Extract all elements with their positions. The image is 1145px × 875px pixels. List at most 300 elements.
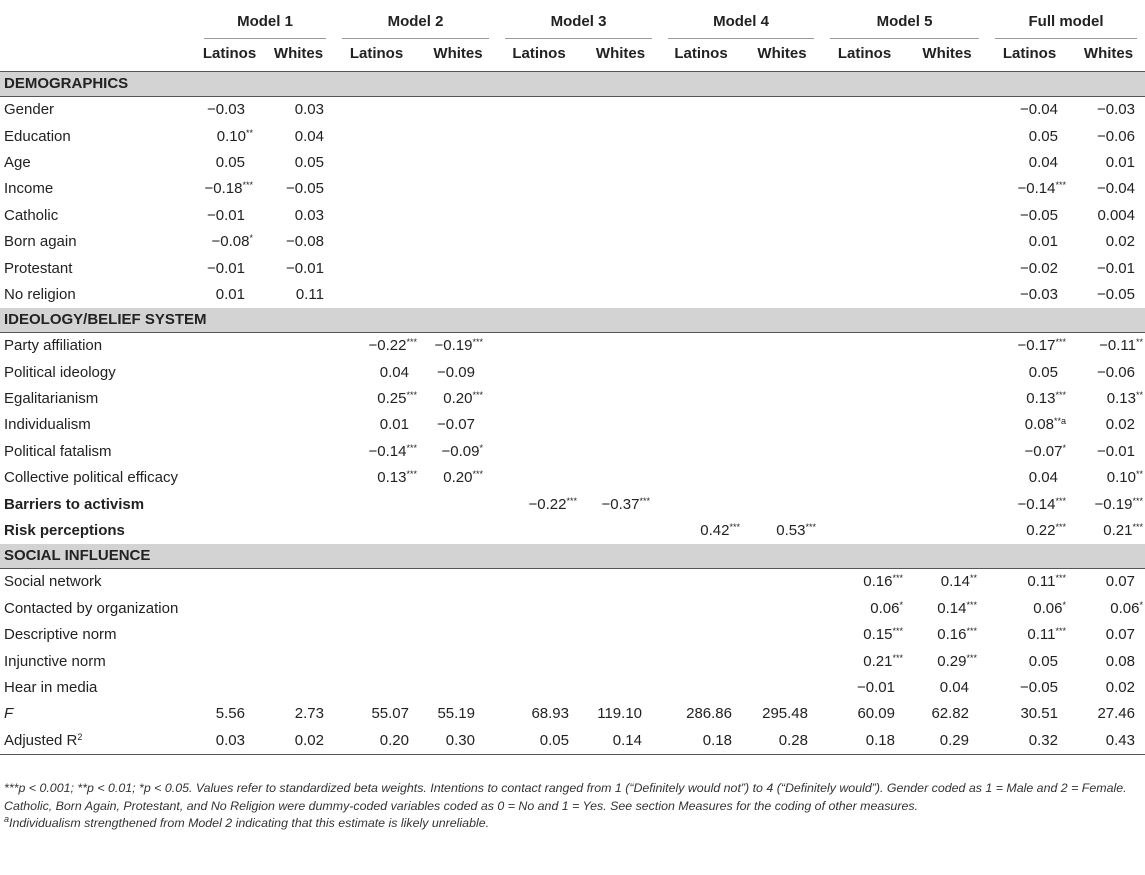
coefficient-cell [987,648,1072,674]
coefficient-cell [1072,386,1145,412]
coefficient-cell [334,648,419,674]
coefficient-cell [987,360,1072,386]
coefficient-cell [334,728,419,755]
coefficient-value: 0.004 [1097,206,1135,224]
coefficient-value: 119.10 [597,705,642,723]
coefficient-value: 62.82 [931,705,969,723]
row-label [0,439,196,465]
coefficient-value: 0.11 [295,285,324,303]
coefficient-cell [742,255,822,281]
coefficient-cell [334,675,419,701]
coefficient-value: −0.19 [434,337,473,355]
significance-marker: *** [1055,180,1066,191]
coefficient-cell [196,622,263,648]
group-header-whites: Whites [742,39,822,72]
coefficient-cell [660,596,742,622]
coefficient-cell [196,123,263,149]
coefficient-value: −0.01 [1097,259,1135,277]
coefficient-value: 0.10 [1106,469,1136,487]
coefficient-value: −0.03 [1020,285,1058,303]
table-row [0,176,1145,202]
coefficient-cell [660,491,742,517]
coefficient-value: 0.01 [1028,233,1058,251]
coefficient-cell [907,386,987,412]
coefficient-cell [907,439,987,465]
coefficient-cell [660,439,742,465]
coefficient-value: −0.14 [1017,495,1056,513]
coefficient-value: 0.18 [865,731,895,749]
coefficient-cell [581,648,660,674]
table-row [0,203,1145,229]
coefficient-cell [263,596,334,622]
coefficient-value: 2.73 [294,705,324,723]
coefficient-value: 0.25 [377,390,407,408]
coefficient-cell [1072,176,1145,202]
coefficient-cell [822,569,907,596]
coefficient-value: 0.02 [294,731,324,749]
coefficient-cell [907,203,987,229]
coefficient-cell [419,439,497,465]
table-row [0,123,1145,149]
coefficient-cell [334,360,419,386]
coefficient-cell [987,491,1072,517]
coefficient-value: −0.06 [1097,127,1135,145]
coefficient-cell [497,97,581,124]
row-label-text: Barriers to activism [4,495,145,513]
coefficient-cell [822,439,907,465]
coefficient-value: 0.06 [1033,599,1063,617]
row-label-text: Income [4,180,54,198]
coefficient-cell [263,648,334,674]
coefficient-cell [419,728,497,755]
significance-marker: *** [1132,495,1143,506]
row-label [0,675,196,701]
coefficient-cell [497,518,581,544]
coefficient-cell [987,569,1072,596]
section-title: SOCIAL INFLUENCE [0,544,1145,569]
coefficient-cell [660,701,742,727]
coefficient-cell [1072,728,1145,755]
coefficient-cell [334,596,419,622]
coefficient-value: −0.18 [204,180,243,198]
coefficient-value: −0.04 [1020,101,1058,119]
coefficient-cell [419,596,497,622]
coefficient-value: 0.30 [445,731,475,749]
coefficient-cell [660,412,742,438]
coefficient-cell [907,360,987,386]
row-label [0,176,196,202]
coefficient-cell [497,491,581,517]
coefficient-cell [660,203,742,229]
coefficient-cell [907,675,987,701]
significance-marker: ** [245,127,253,138]
table-row [0,701,1145,727]
significance-marker: *** [892,652,903,663]
significance-marker: * [1139,599,1143,610]
coefficient-value: −0.01 [286,259,324,277]
row-label-superscript: 2 [77,731,83,742]
coefficient-value: 0.29 [937,652,967,670]
coefficient-value: 5.56 [215,705,245,723]
coefficient-value: −0.01 [207,259,245,277]
row-label-text: No religion [4,285,76,303]
coefficient-cell [1072,518,1145,544]
section-header-row [0,72,1145,97]
table-row [0,648,1145,674]
table-row [0,728,1145,755]
coefficient-cell [263,439,334,465]
coefficient-value: 0.13 [377,469,407,487]
section-header-row [0,544,1145,569]
coefficient-cell [581,203,660,229]
coefficient-cell [263,728,334,755]
coefficient-value: 0.02 [1105,416,1135,434]
coefficient-cell [263,123,334,149]
row-label-text: Individualism [4,416,91,434]
coefficient-value: 0.14 [940,573,970,591]
coefficient-cell [497,622,581,648]
coefficient-cell [822,386,907,412]
coefficient-cell [742,728,822,755]
table-row [0,439,1145,465]
coefficient-cell [263,465,334,491]
coefficient-cell [907,648,987,674]
coefficient-cell [907,701,987,727]
coefficient-cell [907,282,987,308]
coefficient-cell [907,622,987,648]
coefficient-cell [987,728,1072,755]
coefficient-cell [1072,282,1145,308]
coefficient-cell [660,176,742,202]
coefficient-value: −0.05 [1020,206,1058,224]
coefficient-cell [334,176,419,202]
coefficient-cell [660,255,742,281]
coefficient-cell [419,465,497,491]
coefficient-value: 0.16 [863,573,893,591]
coefficient-value: 0.11 [1027,573,1056,591]
row-label-text: Hear in media [4,679,98,696]
coefficient-cell [907,333,987,360]
coefficient-cell [263,412,334,438]
row-label [0,728,196,755]
coefficient-value: 0.01 [1105,153,1135,171]
coefficient-cell [822,491,907,517]
coefficient-cell [419,360,497,386]
coefficient-cell [497,569,581,596]
coefficient-cell [907,596,987,622]
coefficient-value: 0.32 [1028,731,1058,749]
coefficient-value: 55.07 [371,705,409,723]
coefficient-value: −0.22 [528,495,567,513]
coefficient-cell [334,150,419,176]
coefficient-cell [196,465,263,491]
coefficient-cell [581,97,660,124]
coefficient-cell [497,255,581,281]
coefficient-cell [334,255,419,281]
row-label [0,97,196,124]
row-label [0,360,196,386]
significance-note: ***p < 0.001; **p < 0.01; *p < 0.05. Values refer to standardized beta weights. Intentions to contact ranged from 1 (“Definitely would not”) to 4 (“Definitely would”). Gender coded as 1 = Male and 2 = Female. Catholic, Born Again, Protestant, and No Religion were dummy-coded variables coded as 0 = No and 1 = Yes. See section Measures for the coding of other measures. [4,781,1127,813]
coefficient-value: 0.16 [937,626,967,644]
coefficient-cell [497,596,581,622]
coefficient-value: −0.05 [1020,679,1058,696]
coefficient-cell [1072,255,1145,281]
coefficient-cell [497,648,581,674]
row-label [0,491,196,517]
coefficient-cell [581,701,660,727]
row-label-text: Political ideology [4,363,116,381]
stub-subheader [0,39,196,72]
coefficient-cell [822,596,907,622]
coefficient-cell [987,203,1072,229]
table-notes [4,780,1139,833]
table-row [0,675,1145,701]
coefficient-value: 0.14 [937,599,967,617]
coefficient-cell [196,150,263,176]
coefficient-cell [581,518,660,544]
table-row [0,360,1145,386]
footnote-text: Individualism strengthened from Model 2 indicating that this estimate is likely unreliable. [9,816,490,830]
coefficient-cell [196,97,263,124]
coefficient-cell [1072,622,1145,648]
coefficient-cell [1072,333,1145,360]
coefficient-cell [334,701,419,727]
coefficient-cell [334,518,419,544]
coefficient-cell [742,465,822,491]
row-label-text: Injunctive norm [4,652,106,670]
coefficient-cell [263,360,334,386]
coefficient-value: 0.01 [215,285,245,303]
coefficient-cell [196,176,263,202]
coefficient-cell [581,728,660,755]
coefficient-cell [196,203,263,229]
coefficient-value: 0.03 [215,731,245,749]
coefficient-cell [907,569,987,596]
significance-marker: *** [406,469,417,480]
coefficient-cell [419,518,497,544]
coefficient-cell [581,150,660,176]
coefficient-cell [581,123,660,149]
coefficient-cell [581,491,660,517]
coefficient-cell [419,386,497,412]
coefficient-cell [660,282,742,308]
coefficient-value: −0.11 [1099,337,1136,355]
significance-marker: * [1062,599,1066,610]
coefficient-cell [419,123,497,149]
coefficient-cell [987,386,1072,412]
coefficient-value: −0.08 [286,233,324,251]
group-header-latinos: Latinos [334,39,419,72]
row-label-text: Political fatalism [4,442,112,460]
coefficient-cell [907,412,987,438]
model-header: Model 1 [196,10,334,39]
coefficient-cell [263,701,334,727]
coefficient-cell [660,648,742,674]
coefficient-cell [987,675,1072,701]
coefficient-cell [196,439,263,465]
coefficient-cell [196,675,263,701]
coefficient-cell [742,675,822,701]
coefficient-cell [907,150,987,176]
row-label [0,569,196,596]
coefficient-cell [660,150,742,176]
coefficient-cell [742,203,822,229]
stub-header [0,10,196,39]
coefficient-value: 0.07 [1105,573,1135,591]
coefficient-cell [742,97,822,124]
row-label [0,150,196,176]
coefficient-value: 295.48 [762,705,808,723]
regression-table [0,10,1145,755]
row-label-text: Adjusted R [4,731,78,749]
group-header-latinos: Latinos [497,39,581,72]
footnote-a [4,815,1139,833]
coefficient-cell [742,386,822,412]
coefficient-value: 0.02 [1105,233,1135,251]
row-label-text: Egalitarianism [4,390,99,408]
coefficient-value: 0.53 [776,522,806,540]
coefficient-cell [987,596,1072,622]
coefficient-value: 0.04 [1028,153,1058,171]
coefficient-value: 27.46 [1097,705,1135,723]
coefficient-cell [987,123,1072,149]
coefficient-cell [660,622,742,648]
coefficient-value: 30.51 [1020,705,1058,723]
coefficient-value: −0.14 [1017,180,1056,198]
coefficient-value: −0.05 [286,180,324,198]
coefficient-cell [742,648,822,674]
row-label-text: Gender [4,101,55,119]
coefficient-cell [907,518,987,544]
coefficient-cell [497,412,581,438]
significance-marker: * [1062,442,1066,453]
significance-marker: ** [969,573,977,584]
row-label-text: Party affiliation [4,337,103,355]
model-header: Model 2 [334,10,497,39]
model-header-row [0,10,1145,39]
coefficient-cell [1072,360,1145,386]
coefficient-cell [987,412,1072,438]
coefficient-cell [822,229,907,255]
coefficient-cell [987,439,1072,465]
coefficient-cell [419,229,497,255]
coefficient-cell [419,97,497,124]
coefficient-cell [334,203,419,229]
coefficient-cell [581,229,660,255]
coefficient-value: 0.05 [294,153,324,171]
row-label [0,701,196,727]
coefficient-value: 0.06 [870,599,900,617]
coefficient-cell [987,518,1072,544]
coefficient-cell [742,569,822,596]
coefficient-cell [263,569,334,596]
coefficient-value: −0.09 [441,442,480,460]
coefficient-cell [660,386,742,412]
row-label-text: Social network [4,573,102,591]
coefficient-cell [497,282,581,308]
section-header-row [0,308,1145,333]
coefficient-cell [660,360,742,386]
coefficient-value: −0.06 [1097,363,1135,381]
coefficient-value: 0.05 [215,153,245,171]
coefficient-value: −0.01 [1097,442,1135,460]
coefficient-cell [987,622,1072,648]
coefficient-value: 0.04 [939,679,969,696]
coefficient-cell [497,465,581,491]
significance-marker: *** [1055,495,1066,506]
coefficient-cell [581,412,660,438]
coefficient-cell [660,333,742,360]
coefficient-cell [263,97,334,124]
coefficient-cell [196,569,263,596]
coefficient-cell [987,176,1072,202]
group-header-latinos: Latinos [196,39,263,72]
coefficient-cell [196,360,263,386]
coefficient-cell [497,123,581,149]
coefficient-cell [742,518,822,544]
coefficient-value: −0.03 [207,101,245,119]
coefficient-cell [263,282,334,308]
coefficient-cell [1072,675,1145,701]
coefficient-value: −0.03 [1097,101,1135,119]
coefficient-cell [419,203,497,229]
row-label [0,282,196,308]
coefficient-cell [1072,97,1145,124]
coefficient-cell [419,491,497,517]
coefficient-value: 0.05 [1028,652,1058,670]
coefficient-cell [263,203,334,229]
coefficient-cell [1072,123,1145,149]
significance-marker: *** [966,626,977,637]
row-label-text: Born again [4,233,77,251]
table-row [0,229,1145,255]
coefficient-cell [334,465,419,491]
coefficient-value: 0.13 [1106,390,1136,408]
significance-marker: * [249,233,253,244]
group-header-whites: Whites [1072,39,1145,72]
coefficient-cell [822,203,907,229]
coefficient-value: 68.93 [531,705,569,723]
coefficient-cell [419,150,497,176]
coefficient-value: 286.86 [686,705,732,723]
coefficient-value: −0.01 [207,206,245,224]
coefficient-value: −0.07 [1024,442,1063,460]
coefficient-cell [419,675,497,701]
group-header-whites: Whites [581,39,660,72]
row-label [0,229,196,255]
coefficient-cell [334,569,419,596]
significance-marker: ** [1135,337,1143,348]
coefficient-cell [987,97,1072,124]
significance-marker: *** [966,599,977,610]
row-label [0,518,196,544]
coefficient-cell [1072,648,1145,674]
coefficient-cell [196,386,263,412]
row-label-text: Catholic [4,206,59,224]
significance-marker: *** [1055,522,1066,533]
significance-marker: * [899,599,903,610]
coefficient-value: 0.04 [1028,469,1058,487]
coefficient-cell [660,518,742,544]
row-label [0,203,196,229]
row-label [0,412,196,438]
row-label-text: Protestant [4,259,73,277]
significance-marker: *** [639,495,650,506]
coefficient-cell [581,622,660,648]
coefficient-value: 0.22 [1026,522,1056,540]
row-label-text: Descriptive norm [4,626,117,644]
significance-marker: *** [805,522,816,533]
